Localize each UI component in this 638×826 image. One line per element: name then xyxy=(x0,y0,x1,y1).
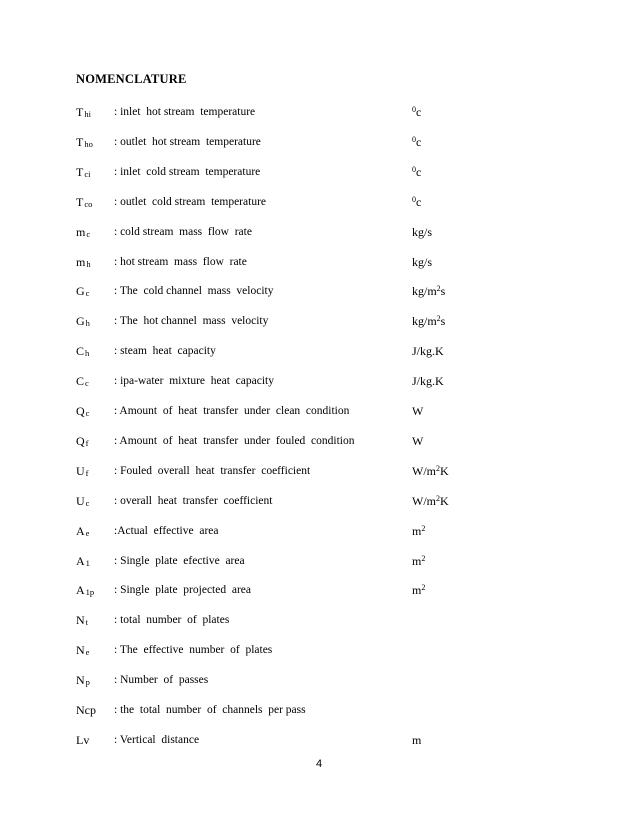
nomenclature-row xyxy=(0,282,638,300)
description: : Fouled overall heat transfer coefficient xyxy=(114,464,311,477)
unit xyxy=(412,522,425,540)
nomenclature-row xyxy=(0,223,638,241)
symbol xyxy=(76,731,90,751)
nomenclature-row xyxy=(0,312,638,330)
symbol xyxy=(76,163,90,183)
unit-text: m xyxy=(412,732,422,747)
unit-superscript: 0 xyxy=(412,164,416,174)
symbol xyxy=(76,372,89,392)
symbol-subscript: c xyxy=(85,497,90,508)
unit xyxy=(412,312,445,330)
unit-superscript: 2 xyxy=(421,523,426,533)
page-number: 4 xyxy=(315,758,323,770)
symbol xyxy=(76,701,97,721)
unit xyxy=(412,402,423,420)
symbol-letter: A xyxy=(76,583,85,598)
unit-suffix: c xyxy=(416,194,422,209)
description: : inlet cold stream temperature xyxy=(114,165,261,178)
symbol-letter: Q xyxy=(76,433,85,448)
nomenclature-row xyxy=(0,611,638,629)
unit-text: W/m xyxy=(412,463,436,478)
nomenclature-row xyxy=(0,552,638,570)
unit-suffix: s xyxy=(440,314,446,329)
symbol xyxy=(76,581,94,601)
symbol xyxy=(76,641,89,661)
unit-suffix: c xyxy=(416,164,422,179)
description: : Number of passes xyxy=(114,674,209,687)
unit-superscript: 2 xyxy=(436,284,441,294)
unit-superscript: 2 xyxy=(421,553,426,563)
unit-superscript: 2 xyxy=(436,493,440,503)
symbol xyxy=(76,253,91,273)
symbol-subscript: p xyxy=(85,677,90,688)
nomenclature-row xyxy=(0,492,638,510)
symbol xyxy=(76,103,91,123)
unit-suffix: s xyxy=(440,284,446,299)
unit-suffix: K xyxy=(440,493,449,508)
description: : Single plate efective area xyxy=(114,554,245,567)
symbol-subscript: c xyxy=(85,378,89,389)
unit xyxy=(412,342,444,360)
unit xyxy=(412,372,444,390)
symbol-letter: N xyxy=(76,643,85,658)
symbol xyxy=(76,133,93,153)
nomenclature-row xyxy=(0,193,638,211)
description: : hot stream mass flow rate xyxy=(114,255,247,268)
symbol xyxy=(76,492,89,512)
symbol-letter: m xyxy=(76,224,86,239)
symbol xyxy=(76,193,92,213)
nomenclature-row xyxy=(0,522,638,540)
unit-text: J/kg.K xyxy=(412,344,444,359)
unit xyxy=(412,193,421,211)
description: : outlet cold stream temperature xyxy=(114,195,266,208)
description: : The hot channel mass velocity xyxy=(114,315,269,328)
unit-superscript: 0 xyxy=(412,134,416,144)
description: : ipa-water mixture heat capacity xyxy=(114,375,274,388)
symbol-letter: T xyxy=(76,105,84,119)
symbol-subscript: ci xyxy=(84,168,91,179)
symbol-letter: C xyxy=(76,344,85,359)
symbol xyxy=(76,432,89,452)
symbol-letter: Ncp xyxy=(76,703,96,717)
symbol-letter: T xyxy=(76,134,84,149)
symbol-letter: N xyxy=(76,613,85,628)
symbol-letter: Lv xyxy=(76,732,90,747)
description: :Actual effective area xyxy=(114,524,219,537)
nomenclature-row xyxy=(0,671,638,689)
symbol xyxy=(76,552,90,572)
description: : inlet hot stream temperature xyxy=(114,106,256,118)
description: : cold stream mass flow rate xyxy=(114,225,252,238)
symbol xyxy=(76,671,90,691)
symbol-subscript: hi xyxy=(84,109,91,119)
unit-suffix: c xyxy=(416,105,422,119)
nomenclature-row xyxy=(0,372,638,390)
nomenclature-heading: NOMENCLATURE xyxy=(76,72,187,86)
unit-text: J/kg.K xyxy=(412,374,444,389)
unit-text: W/m xyxy=(412,493,436,508)
description: : total number of plates xyxy=(114,614,230,627)
unit-text: m xyxy=(412,553,422,568)
symbol-letter: N xyxy=(76,673,85,688)
unit xyxy=(412,432,423,450)
symbol xyxy=(76,462,89,482)
nomenclature-row xyxy=(0,133,638,151)
nomenclature-row xyxy=(0,402,638,420)
description: : Single plate projected area xyxy=(114,584,251,597)
symbol-letter: U xyxy=(76,493,85,508)
nomenclature-row xyxy=(0,163,638,181)
unit-superscript: 2 xyxy=(421,583,426,593)
unit xyxy=(412,133,421,151)
symbol-subscript: e xyxy=(85,647,90,658)
nomenclature-row xyxy=(0,432,638,450)
symbol-letter: m xyxy=(76,254,86,269)
unit xyxy=(412,282,445,300)
symbol-subscript: h xyxy=(85,318,90,329)
symbol xyxy=(76,522,89,542)
symbol-subscript: h xyxy=(85,348,90,359)
unit xyxy=(412,253,432,271)
unit-superscript: 0 xyxy=(412,194,416,204)
description: : Vertical distance xyxy=(114,733,200,746)
symbol-letter: Q xyxy=(76,404,85,418)
unit-text: kg/m xyxy=(412,314,437,329)
unit-superscript: 0 xyxy=(412,105,416,114)
unit xyxy=(412,163,421,181)
unit-superscript: 2 xyxy=(436,463,440,473)
description: : The effective number of plates xyxy=(114,644,273,657)
symbol-subscript: t xyxy=(85,617,89,628)
symbol-letter: C xyxy=(76,374,85,389)
symbol-subscript: e xyxy=(85,527,90,538)
nomenclature-row xyxy=(0,641,638,659)
symbol-letter: T xyxy=(76,194,84,209)
unit-text: m xyxy=(412,583,422,598)
symbol xyxy=(76,611,88,631)
symbol-letter: A xyxy=(76,553,85,568)
symbol-letter: G xyxy=(76,284,85,299)
unit xyxy=(412,552,425,570)
nomenclature-row xyxy=(0,581,638,599)
description: : The cold channel mass velocity xyxy=(114,285,274,298)
unit-text: kg/m xyxy=(412,284,437,299)
symbol xyxy=(76,402,89,422)
unit xyxy=(412,581,425,599)
unit-text: W xyxy=(412,433,424,448)
symbol xyxy=(76,312,90,332)
nomenclature-row xyxy=(0,253,638,271)
unit xyxy=(412,103,421,121)
nomenclature-row xyxy=(0,103,638,121)
symbol-letter: A xyxy=(76,523,85,538)
unit-suffix: c xyxy=(416,134,422,149)
unit xyxy=(412,223,432,241)
unit-text: W xyxy=(412,404,424,418)
symbol-subscript: f xyxy=(85,437,89,448)
symbol-subscript: c xyxy=(85,288,90,299)
symbol-subscript: 1 xyxy=(85,557,90,568)
symbol-subscript: f xyxy=(85,467,89,478)
symbol-subscript: c xyxy=(86,228,91,239)
nomenclature-row xyxy=(0,731,638,749)
symbol-subscript: ho xyxy=(84,138,93,149)
symbol-letter: G xyxy=(76,314,85,329)
symbol-subscript: c xyxy=(85,408,90,418)
symbol-subscript: 1p xyxy=(85,587,95,598)
symbol-letter: U xyxy=(76,463,85,478)
unit-text: m xyxy=(412,523,422,538)
symbol xyxy=(76,342,89,362)
unit xyxy=(412,462,449,480)
nomenclature-row xyxy=(0,462,638,480)
nomenclature-row xyxy=(0,701,638,719)
symbol xyxy=(76,223,90,243)
nomenclature-row xyxy=(0,342,638,360)
symbol-letter: T xyxy=(76,164,84,179)
description: : Amount of heat transfer under fouled condition xyxy=(114,434,355,447)
description: : overall heat transfer coefficient xyxy=(114,494,273,507)
unit-suffix: K xyxy=(440,463,449,478)
unit-superscript: 2 xyxy=(436,314,441,324)
description: : steam heat capacity xyxy=(114,345,216,358)
unit-text: kg/s xyxy=(412,224,433,239)
description: : outlet hot stream temperature xyxy=(114,135,261,148)
unit-text: kg/s xyxy=(412,254,433,269)
unit xyxy=(412,731,421,749)
description: : the total number of channels per pass xyxy=(114,704,306,716)
symbol-subscript: co xyxy=(84,198,93,209)
symbol xyxy=(76,282,89,302)
description: : Amount of heat transfer under clean condition xyxy=(114,405,350,417)
unit xyxy=(412,492,449,510)
symbol-subscript: h xyxy=(86,258,91,269)
